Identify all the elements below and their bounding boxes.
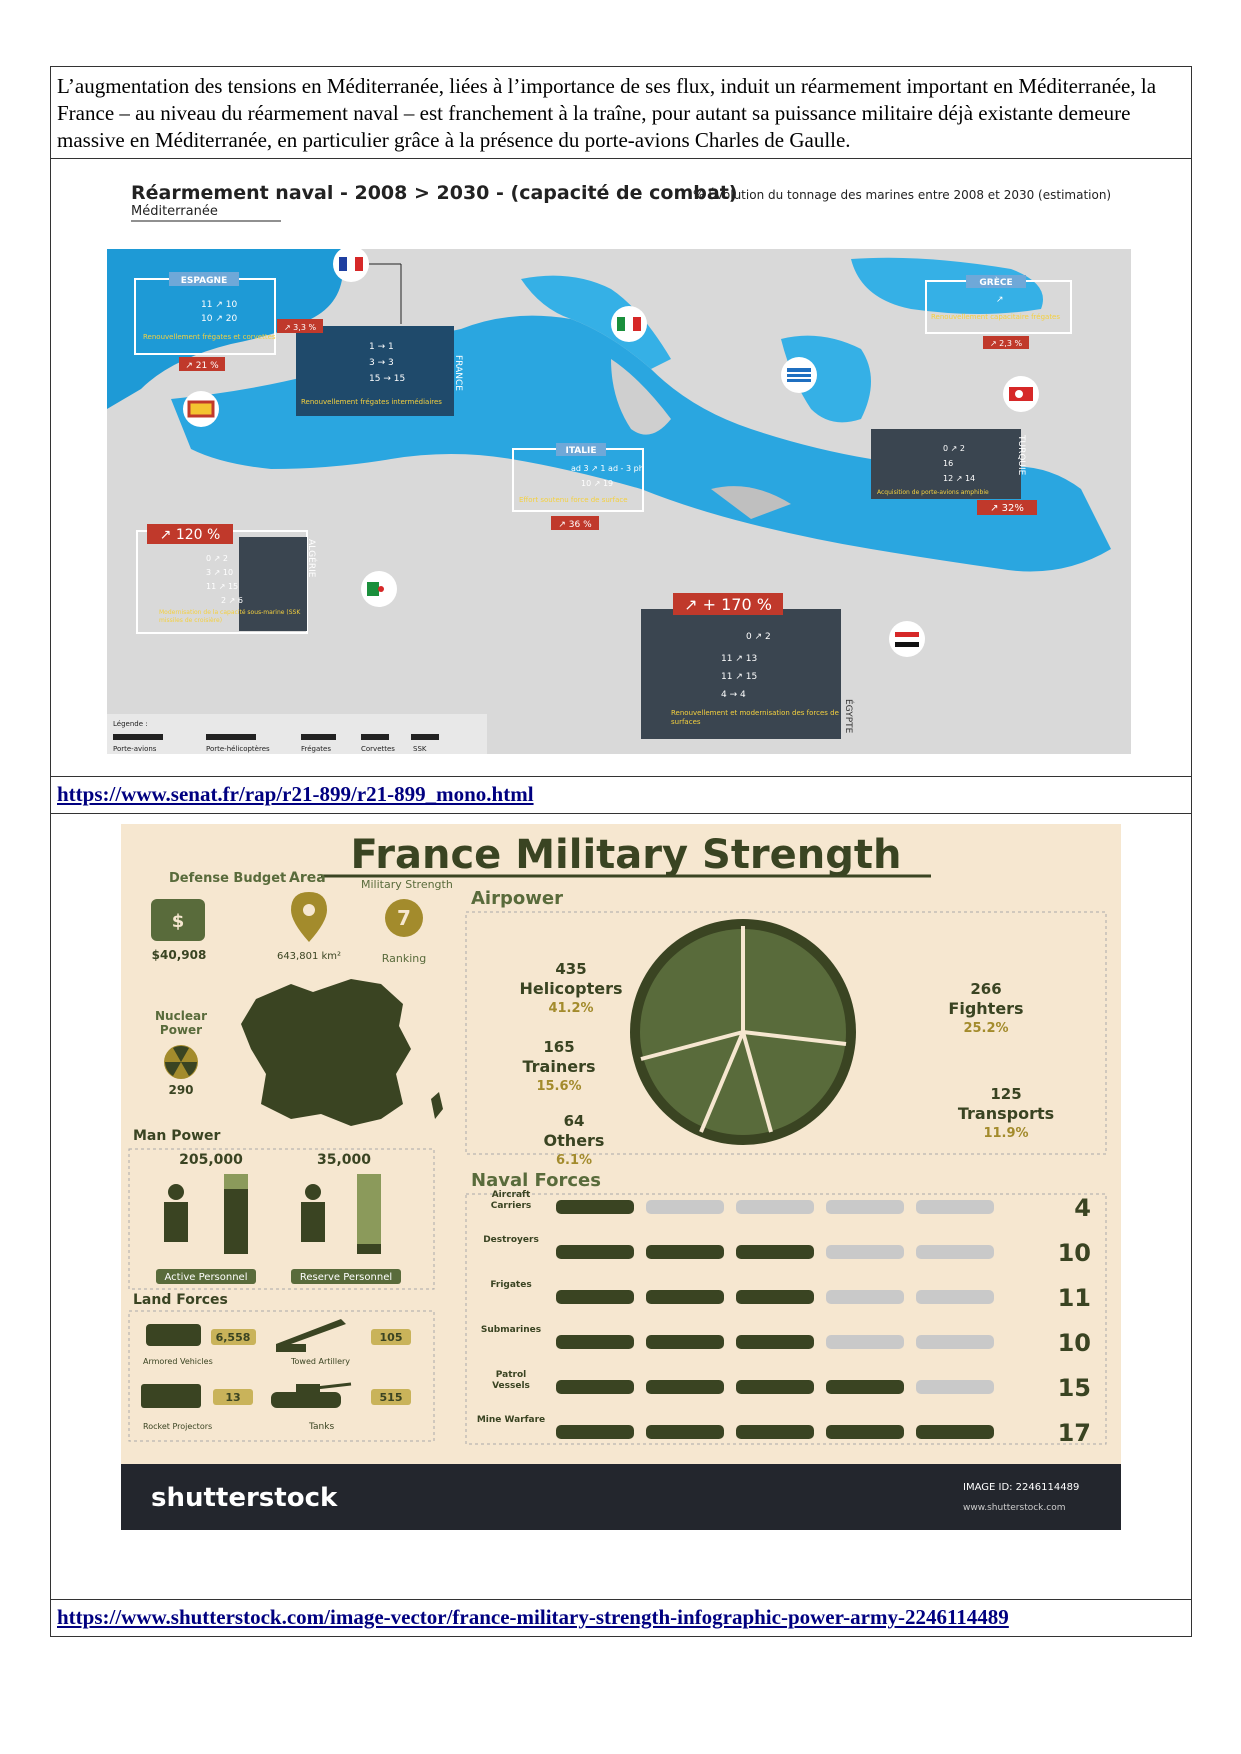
map-image-cell	[51, 159, 1192, 777]
naval-label: Aircraft Carriers	[490, 1190, 532, 1211]
svg-text:SSK: SSK	[413, 745, 427, 753]
svg-text:↗ 120 %: ↗ 120 %	[159, 527, 221, 543]
svg-text:Porte-hélicoptères: Porte-hélicoptères	[206, 745, 270, 753]
ship-icon	[556, 1245, 634, 1259]
ship-icon	[736, 1245, 814, 1259]
svg-text:Armored Vehicles: Armored Vehicles	[143, 1357, 213, 1366]
france-map-silhouette	[241, 979, 411, 1126]
ship-icon	[556, 1200, 634, 1214]
svg-text:Ranking: Ranking	[381, 952, 427, 965]
svg-text:3 ↗ 10: 3 ↗ 10	[206, 568, 234, 577]
svg-text:Frégates: Frégates	[301, 745, 331, 753]
svg-text:0 ↗ 2: 0 ↗ 2	[746, 632, 771, 642]
svg-text:Tanks: Tanks	[309, 1422, 335, 1432]
ship-icon	[646, 1380, 724, 1394]
ship-icon	[736, 1380, 814, 1394]
svg-text:www.shutterstock.com: www.shutterstock.com	[963, 1503, 1066, 1513]
svg-text:Defense Budget: Defense Budget	[169, 871, 287, 886]
svg-text:Renouvellement frégates interm: Renouvellement frégates intermédiaires	[301, 398, 442, 406]
infographic-cell	[51, 814, 1192, 1600]
svg-text:FRANCE: FRANCE	[453, 355, 463, 391]
reserve-soldier-icon	[305, 1184, 321, 1200]
svg-text:Man Power: Man Power	[133, 1128, 221, 1144]
svg-text:$40,908: $40,908	[151, 948, 207, 962]
svg-text:643,801 km²: 643,801 km²	[276, 951, 342, 962]
svg-text:205,000: 205,000	[179, 1152, 243, 1168]
soldier-icon	[168, 1184, 184, 1200]
ship-icon	[916, 1335, 994, 1349]
svg-text:Active Personnel: Active Personnel	[164, 1272, 248, 1283]
map-subtitle: Méditerranée	[131, 204, 218, 219]
ship-icon	[556, 1380, 634, 1394]
svg-text:Renouvellement frégates et cor: Renouvellement frégates et corvettes	[143, 333, 276, 341]
ship-icon	[736, 1290, 814, 1304]
ship-icon	[826, 1245, 904, 1259]
svg-text:11 ↗ 15: 11 ↗ 15	[721, 672, 758, 682]
svg-text:165: 165	[543, 1038, 575, 1056]
svg-text:290: 290	[168, 1083, 194, 1097]
svg-text:Trainers: Trainers	[522, 1057, 596, 1076]
france-military-infographic: France Military Strength Defense Budget $ $40,908 Area 643,801 km² Military Strength 7 Ranking Nuclear Power 290 Man Power 205,000 Active Personnel 35,000 Reserve Personnel Land Forces Armored Vehicles 6,558 Towed Artillery 105 Rocket Projectors 13 Tanks 515 Airpower 435 Helicopters 41.2% 165 Trainers 15.6% 64 Others 6.1% 266 Fighters 25.2% 125 Transports 11.9% Naval Forces Aircraft Carriers 4Destroyers 10Frigates 11Submarines 10Patrol Vessels 15Mine Warfare 17 shutterstock IMAGE ID: 2246114489 www.shutterstock.com	[51, 814, 1191, 1594]
naval-label: Patrol Vessels	[492, 1370, 530, 1391]
svg-text:Military Strength: Military Strength	[361, 878, 453, 891]
svg-text:TURQUIE: TURQUIE	[1016, 435, 1026, 476]
svg-text:Corvettes: Corvettes	[361, 745, 395, 753]
svg-text:11 ↗ 10: 11 ↗ 10	[201, 300, 238, 310]
svg-text:64: 64	[563, 1112, 585, 1130]
ship-icon	[736, 1335, 814, 1349]
ship-icon	[916, 1425, 994, 1439]
ship-icon	[646, 1290, 724, 1304]
svg-text:6.1%: 6.1%	[555, 1153, 593, 1168]
naval-label: Mine Warfare	[476, 1415, 546, 1425]
senat-report-link[interactable]: https://www.senat.fr/rap/r21-899/r21-899_mono.html	[57, 782, 534, 806]
svg-text:↗: ↗	[996, 295, 1004, 305]
svg-text:105: 105	[379, 1331, 403, 1344]
svg-text:16: 16	[943, 459, 954, 468]
svg-text:4 → 4: 4 → 4	[721, 690, 746, 700]
naval-label: Frigates	[490, 1280, 532, 1290]
svg-text:10 ↗ 19: 10 ↗ 19	[581, 479, 614, 488]
naval-count: 10	[1057, 1239, 1091, 1267]
svg-text:↗ 21 %: ↗ 21 %	[185, 361, 219, 371]
svg-text:125: 125	[990, 1085, 1022, 1103]
map-right-title: % Évolution du tonnage des marines entre 2008 et 2030 (estimation)	[693, 188, 1112, 202]
ship-icon	[646, 1200, 724, 1214]
svg-text:Others: Others	[543, 1131, 605, 1150]
ship-icon	[556, 1290, 634, 1304]
svg-text:Effort soutenu force de surfac: Effort soutenu force de surface	[519, 496, 628, 504]
svg-text:Fighters: Fighters	[948, 999, 1024, 1018]
svg-text:Towed Artillery: Towed Artillery	[291, 1357, 351, 1366]
svg-text:515: 515	[379, 1391, 403, 1404]
svg-text:Area: Area	[289, 870, 326, 886]
egypt-box: ↗ + 170 % 0 ↗ 2 11 ↗ 13 11 ↗ 15 4 → 4 Renouvellement et modernisation des forces de surfaces ÉGYPTE	[641, 593, 855, 739]
svg-text:Rocket Projectors: Rocket Projectors	[143, 1422, 213, 1431]
svg-text:41.2%: 41.2%	[548, 1001, 594, 1016]
svg-text:435: 435	[555, 960, 587, 978]
ship-icon	[826, 1290, 904, 1304]
armored-vehicle-icon	[146, 1324, 201, 1346]
svg-text:7: 7	[397, 906, 411, 930]
ship-icon	[736, 1425, 814, 1439]
source-link-cell-1	[51, 777, 1192, 814]
svg-text:Acquisition de porte-avions am: Acquisition de porte-avions amphibie	[877, 489, 989, 496]
algeria-box: ↗ 120 % 0 ↗ 2 3 ↗ 10 11 ↗ 15 2 ↗ 6 Modernisation de la capacité sous-marine (SSK missiles de croisière) ALGÉRIE	[137, 524, 318, 633]
ship-icon	[646, 1245, 724, 1259]
rearmament-map-figure	[51, 159, 1191, 771]
svg-text:ALGÉRIE: ALGÉRIE	[306, 539, 316, 578]
ship-icon	[916, 1200, 994, 1214]
svg-text:6,558: 6,558	[215, 1331, 251, 1344]
svg-text:1 → 1: 1 → 1	[369, 342, 394, 352]
svg-text:13: 13	[225, 1391, 241, 1404]
svg-text:↗ 32%: ↗ 32%	[990, 503, 1024, 514]
svg-text:10 ↗ 20: 10 ↗ 20	[201, 314, 238, 324]
naval-label: Submarines	[480, 1325, 542, 1335]
svg-text:IMAGE ID: 2246114489: IMAGE ID: 2246114489	[963, 1482, 1080, 1493]
ship-icon	[556, 1425, 634, 1439]
map-title: Réarmement naval - 2008 > 2030 - (capacité de combat)	[131, 182, 738, 204]
svg-text:Reserve Personnel: Reserve Personnel	[299, 1272, 393, 1283]
naval-count: 17	[1057, 1419, 1091, 1447]
document-table	[50, 66, 1192, 1637]
svg-text:Transports: Transports	[957, 1104, 1055, 1123]
svg-text:Légende :: Légende :	[113, 720, 148, 728]
svg-text:GRÈCE: GRÈCE	[979, 278, 1013, 288]
svg-text:↗ 3,3 %: ↗ 3,3 %	[283, 323, 317, 332]
svg-text:11.9%: 11.9%	[983, 1126, 1029, 1141]
rocket-projector-icon	[141, 1384, 201, 1408]
svg-text:11 ↗ 15: 11 ↗ 15	[206, 582, 239, 591]
svg-text:12 ↗ 14: 12 ↗ 14	[943, 474, 976, 483]
source-link-cell-2	[51, 1600, 1192, 1637]
svg-text:Naval Forces: Naval Forces	[471, 1170, 601, 1191]
svg-text:ESPAGNE: ESPAGNE	[180, 276, 228, 286]
svg-text:Land Forces: Land Forces	[133, 1292, 228, 1308]
svg-text:35,000: 35,000	[316, 1152, 372, 1168]
ship-icon	[916, 1245, 994, 1259]
ship-icon	[826, 1335, 904, 1349]
svg-text:Renouvellement capacitaire fré: Renouvellement capacitaire frégates	[931, 313, 1061, 321]
intro-paragraph: L’augmentation des tensions en Méditerranée, liées à l’importance de ses flux, induit un réarmement important en Méditerranée, la France – au niveau du réarmement naval – est franchement à la traîne, pour autant sa puissance militaire déjà existante demeure massive en Méditerranée, en particulier grâce à la présence du porte-avions Charles de Gaulle.	[51, 67, 1192, 159]
infographic-title: France Military Strength	[350, 832, 902, 878]
svg-text:15 → 15: 15 → 15	[369, 374, 406, 384]
ship-icon	[646, 1425, 724, 1439]
ship-icon	[826, 1425, 904, 1439]
svg-text:ad 3 ↗ 1 ad - 3 ph: ad 3 ↗ 1 ad - 3 ph	[571, 464, 644, 473]
ship-icon	[916, 1380, 994, 1394]
svg-text:Airpower: Airpower	[471, 888, 563, 909]
svg-text:0 ↗ 2: 0 ↗ 2	[206, 554, 228, 563]
ship-icon	[826, 1200, 904, 1214]
svg-text:3 → 3: 3 → 3	[369, 358, 394, 368]
svg-text:266: 266	[970, 980, 1002, 998]
svg-text:shutterstock: shutterstock	[151, 1483, 338, 1513]
naval-count: 4	[1074, 1194, 1091, 1222]
svg-text:ÉGYPTE: ÉGYPTE	[843, 699, 853, 734]
svg-text:25.2%: 25.2%	[963, 1021, 1009, 1036]
svg-text:↗ 2,3 %: ↗ 2,3 %	[989, 339, 1023, 348]
naval-count: 11	[1057, 1284, 1091, 1312]
naval-count: 15	[1057, 1374, 1091, 1402]
ship-icon	[736, 1200, 814, 1214]
svg-text:↗ + 170 %: ↗ + 170 %	[684, 595, 772, 614]
svg-text:15.6%: 15.6%	[536, 1079, 582, 1094]
france-box	[277, 319, 463, 416]
ship-icon	[646, 1335, 724, 1349]
naval-count: 10	[1057, 1329, 1091, 1357]
svg-text:2 ↗ 6: 2 ↗ 6	[221, 596, 243, 605]
svg-text:0 ↗ 2: 0 ↗ 2	[943, 444, 965, 453]
svg-text:Helicopters: Helicopters	[519, 979, 623, 998]
svg-text:↗ 36 %: ↗ 36 %	[558, 520, 592, 530]
tank-icon	[271, 1392, 341, 1408]
shutterstock-image-link[interactable]: https://www.shutterstock.com/image-vector/france-military-strength-infographic-power-army-2246114489	[57, 1605, 1009, 1629]
svg-text:$: $	[171, 911, 185, 932]
ship-icon	[826, 1380, 904, 1394]
ship-icon	[556, 1335, 634, 1349]
ship-icon	[916, 1290, 994, 1304]
svg-text:11 ↗ 13: 11 ↗ 13	[721, 654, 758, 664]
svg-text:ITALIE: ITALIE	[565, 446, 597, 456]
svg-text:Porte-avions: Porte-avions	[113, 745, 157, 753]
naval-label: Destroyers	[483, 1235, 539, 1245]
